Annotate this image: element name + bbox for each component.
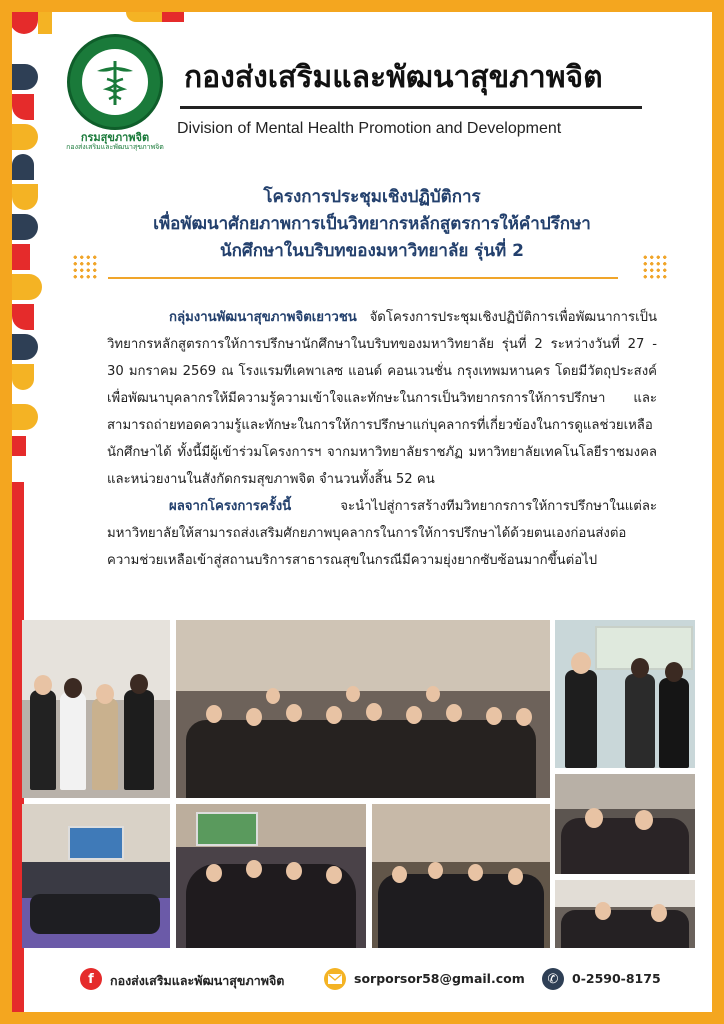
project-title-line-1: โครงการประชุมเชิงปฏิบัติการ (263, 187, 481, 207)
event-photo-participants (555, 774, 695, 874)
mail-icon[interactable] (324, 968, 346, 990)
email-address[interactable]: sorporsor58@gmail.com (354, 971, 525, 986)
paragraph-2-lead: ผลจากโครงการครั้งนี้ (169, 499, 292, 514)
event-photo-speaker (555, 620, 695, 768)
division-title-english: Division of Mental Health Promotion and Development (177, 120, 562, 137)
dot-pattern-right (642, 254, 668, 280)
event-photo-1 (22, 620, 170, 798)
dot-pattern-left (72, 254, 98, 280)
logo-caption-division: กองส่งเสริมและพัฒนาสุขภาพจิต (66, 143, 164, 151)
logo-caption-department: กรมสุขภาพจิต (80, 131, 150, 144)
facebook-page-name[interactable]: กองส่งเสริมและพัฒนาสุขภาพจิต (110, 973, 285, 988)
division-title-thai: กองส่งเสริมและพัฒนาสุขภาพจิต (184, 60, 603, 95)
project-divider (108, 277, 618, 279)
paragraph-1-text: จัดโครงการประชุมเชิงปฏิบัติการเพื่อพัฒนาการเป็นวิทยากรหลักสูตรการให้การปรึกษานักศึกษาในบริบทของมหาวิทยาลัย รุ่นที่ 2 ระหว่างวันที่ 27 - 30 มกราคม 2569 ณ โรงแรมทีเคพาเลซ แอนด์ คอนเวนชั่น กรุงเทพมหานคร โดยมีวัตถุประสงค์เพื่อพัฒนาบุคลากรให้มีความรู้ความเข้าใจและทักษะในการเป็นวิทยากรการให้การปรึกษา และสามารถถ่ายทอดความรู้และทักษะในการให้การปรึกษาแก่บุคลากรที่เกี่ยวข้องในการดูแลช่วยเหลือนักศึกษาได้ ทั้งนี้มีผู้เข้าร่วมโครงการฯ จากมหาวิทยาลัยราชภัฏ มหาวิทยาลัยเทคโนโลยีราชมงคล และหน่วยงานในสังกัดกรมสุขภาพจิต จำนวนทั้งสิ้น 52 คน (107, 310, 657, 487)
facebook-icon[interactable]: f (80, 968, 102, 990)
phone-icon[interactable]: ✆ (542, 968, 564, 990)
paragraph-2-text: จะนำไปสู่การสร้างทีมวิทยากรการให้การปรึกษาในแต่ละมหาวิทยาลัยให้สามารถส่งเสริมศักยภาพบุคลากรในการให้การปรึกษาได้ด้วยตนเองก่อนส่งต่อความช่วยเหลือเข้าสู่สถานบริการสาธารณสุขในกรณีมีความยุ่งยากซับซ้อนมากขึ้นต่อไป (107, 499, 657, 568)
workshop-photo-2 (372, 804, 550, 948)
title-divider (180, 106, 642, 109)
caduceus-icon (82, 49, 148, 115)
project-title (52, 184, 692, 265)
paragraph-1-lead: กลุ่มงานพัฒนาสุขภาพจิตเยาวชน (169, 310, 357, 325)
group-photo (176, 620, 550, 798)
meeting-hall-photo (22, 804, 170, 948)
poster-sheet (12, 12, 712, 1012)
project-title-line-3: นักศึกษาในบริบทของมหาวิทยาลัย รุ่นที่ 2 (220, 241, 524, 261)
article-body (107, 304, 657, 574)
top-deco (126, 12, 166, 22)
phone-number[interactable]: 0-2590-8175 (572, 971, 661, 986)
paragraph-1 (107, 304, 657, 493)
workshop-photo-1 (176, 804, 366, 948)
contact-footer (12, 962, 712, 1012)
paragraph-2 (107, 493, 657, 574)
ministry-logo (67, 34, 163, 130)
event-photo-seated (555, 880, 695, 948)
project-title-line-2: เพื่อพัฒนาศักยภาพการเป็นวิทยากรหลักสูตรการให้คำปรึกษา (153, 214, 591, 234)
top-deco-red (162, 12, 184, 22)
